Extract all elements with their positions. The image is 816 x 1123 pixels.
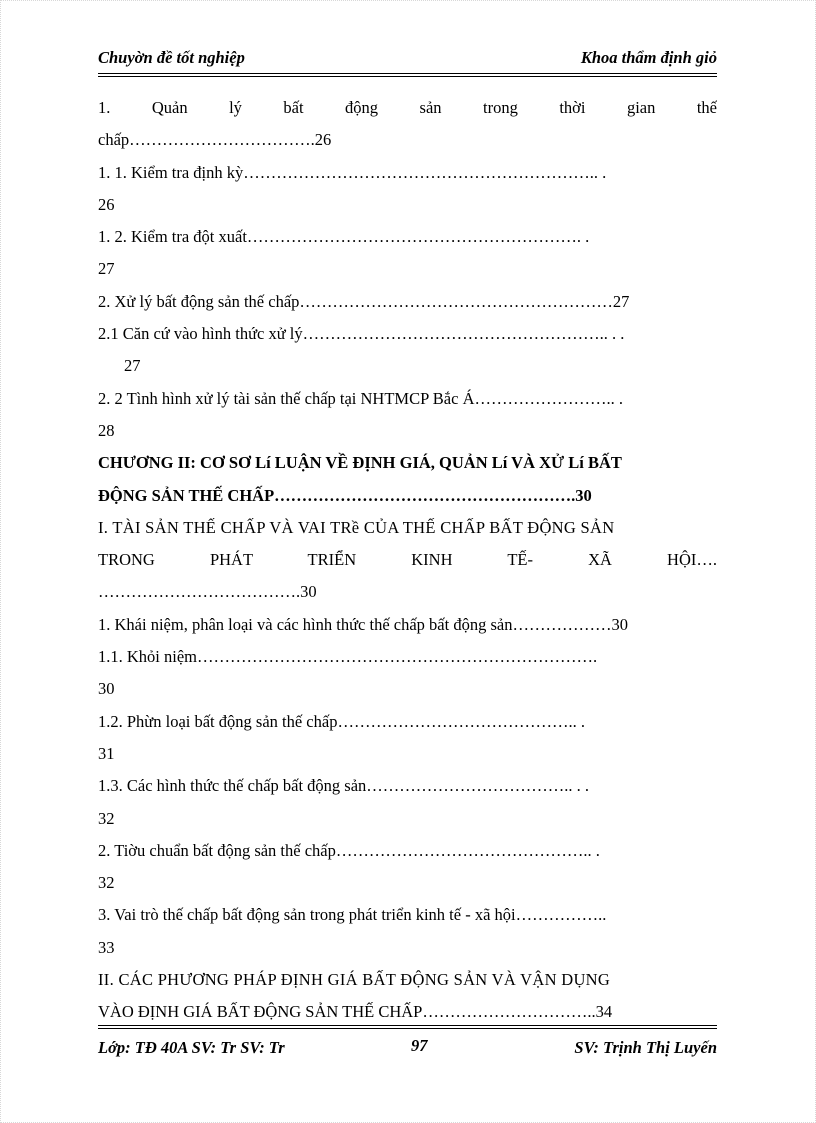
toc-line: 2.1 Căn cứ vào hình thức xử lý……………………………………………….. . . xyxy=(98,324,625,344)
toc-line: 1. 1. Kiểm tra định kỳ……………………………………………………….. . xyxy=(98,162,607,182)
header-left-title: Chuyờn đề tốt nghiệp xyxy=(98,48,245,67)
toc-chapter-heading: ĐỘNG SẢN THẾ CHẤP……………………………………………….30 xyxy=(98,485,592,505)
toc-line: 1.2. Phừn loại bất động sản thế chấp…………………………………….. . xyxy=(98,711,585,731)
toc-line: 27 xyxy=(98,259,115,279)
toc-line: 1.3. Các hình thức thế chấp bất động sản……………………………….. . . xyxy=(98,776,590,796)
toc-line: 32 xyxy=(98,873,115,893)
toc-line: ……………………………….30 xyxy=(98,582,317,602)
toc-line: 33 xyxy=(98,937,115,957)
page-footer xyxy=(98,1038,717,1060)
footer-student-name: SV: Trịnh Thị Luyến xyxy=(574,1038,717,1057)
toc-section-heading: II. CÁC PHƯƠNG PHÁP ĐỊNH GIÁ BẤT ĐỘNG SẢN VÀ VẬN DỤNG xyxy=(98,970,611,990)
toc-chapter-heading: CHƯƠNG II: CƠ SƠ Lí LUẬN VỀ ĐỊNH GIÁ, QUẢN Lí VÀ XỬ Lí BẤT xyxy=(98,453,622,473)
toc-line: 30 xyxy=(98,679,115,699)
header-right-title: Khoa thẩm định giỏ xyxy=(580,48,717,67)
toc-line: 32 xyxy=(98,808,115,828)
toc-line: 31 xyxy=(98,743,115,763)
toc-line: 2. Xử lý bất động sản thế chấp…………………………………………………27 xyxy=(98,291,630,311)
toc-line: chấp…………………………….26 xyxy=(98,130,332,150)
page-header xyxy=(98,48,717,70)
footer-rule xyxy=(98,1028,717,1029)
toc-line: 26 xyxy=(98,194,115,214)
toc-line: 2. Tiờu chuẩn bất động sản thế chấp……………………………………….. . xyxy=(98,840,600,860)
header-rule-thin xyxy=(98,76,717,77)
toc-line: 1. 2. Kiểm tra đột xuất……………………………………………………. . xyxy=(98,227,590,247)
page-number: 97 xyxy=(411,1036,428,1055)
toc-line: 27 xyxy=(124,356,141,376)
toc-line: 2. 2 Tình hình xử lý tài sản thế chấp tại NHTMCP Bắc Á…………………….. . xyxy=(98,388,623,408)
header-rule xyxy=(98,73,717,74)
toc-line: 1.1. Khỏi niệm………………………………………………………………. xyxy=(98,647,598,667)
toc-line: 28 xyxy=(98,420,115,440)
toc-section-heading: I. TÀI SẢN THẾ CHẤP VÀ VAI TRề CỦA THẾ CHẤP BẤT ĐỘNG SẢN xyxy=(98,517,615,537)
toc-section-heading: TRONG PHÁT TRIỂN KINH TẾ- XÃ HỘI…. xyxy=(98,550,717,570)
table-of-contents xyxy=(98,92,717,1029)
footer-class-info: Lớp: TĐ 40A SV: Tr SV: Tr xyxy=(98,1038,285,1057)
toc-line: 1. Quản lý bất động sản trong thời gian thế xyxy=(98,98,717,117)
toc-line: VÀO ĐỊNH GIÁ BẤT ĐỘNG SẢN THẾ CHẤP…………………………..34 xyxy=(98,1002,613,1022)
toc-line: 1. Khái niệm, phân loại và các hình thức thế chấp bất động sản………………30 xyxy=(98,614,628,634)
footer-rule-thin xyxy=(98,1025,717,1026)
toc-line: 3. Vai trò thế chấp bất động sản trong phát triển kinh tế - xã hội…………….. xyxy=(98,905,607,925)
